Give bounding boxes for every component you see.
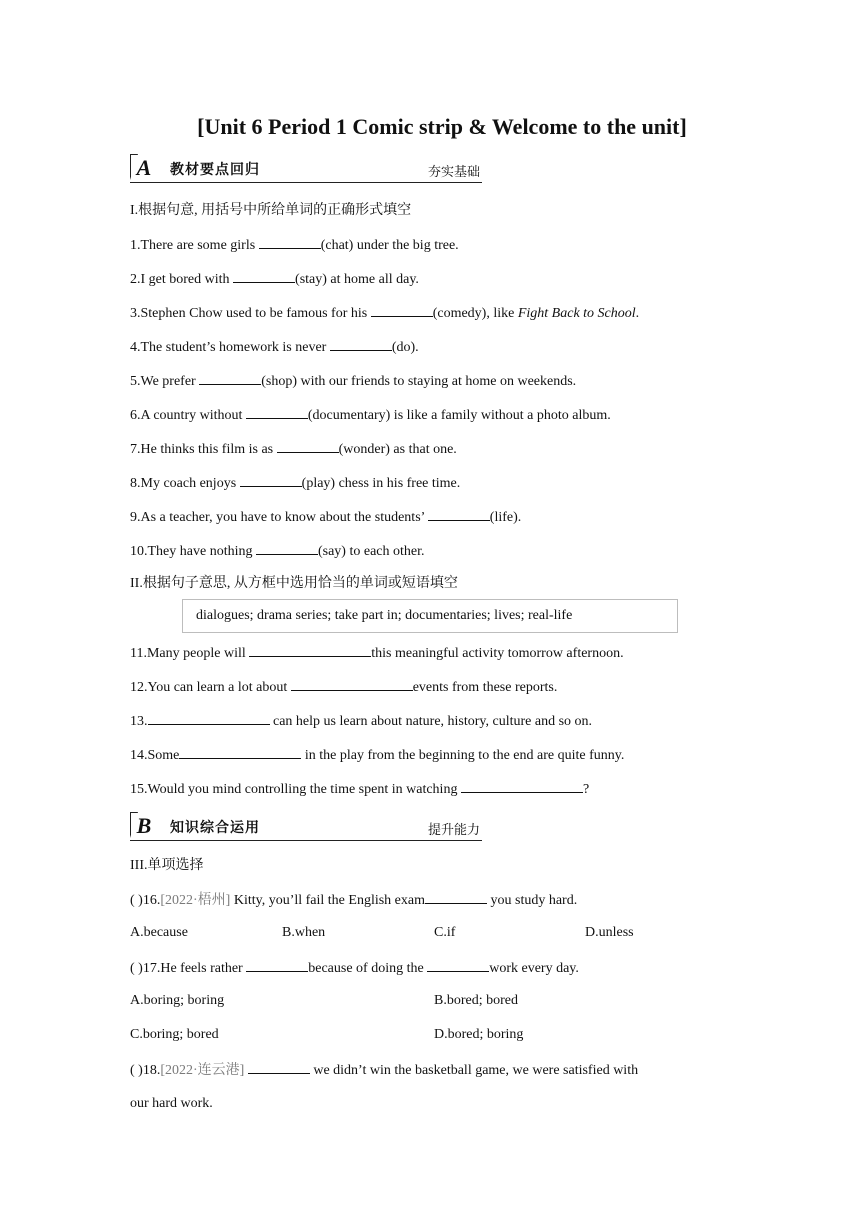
answer-paren[interactable]: ( )18. [130, 1063, 161, 1078]
section-a-badge-icon [130, 154, 158, 180]
question-18-continuation: our hard work. [130, 1096, 213, 1111]
answer-blank[interactable] [428, 508, 490, 521]
page-title: [Unit 6 Period 1 Comic strip & Welcome to the unit] [197, 114, 687, 139]
question-4: 4.The student’s homework is never (do). [130, 340, 419, 355]
answer-blank[interactable] [291, 678, 413, 691]
question-14: 14.Some in the play from the beginning to the end are quite funny. [130, 748, 625, 763]
question-8: 8.My coach enjoys (play) chess in his free time. [130, 476, 461, 491]
question-15: 15.Would you mind controlling the time spent in watching ? [130, 782, 590, 797]
svg-text:A: A [136, 155, 152, 180]
answer-blank[interactable] [256, 542, 318, 555]
question-10: 10.They have nothing (say) to each other. [130, 544, 425, 559]
answer-blank[interactable] [461, 780, 583, 793]
question-11: 11.Many people will this meaningful activity tomorrow afternoon. [130, 646, 624, 661]
q16-option-b[interactable]: B.when [282, 925, 326, 940]
answer-blank[interactable] [240, 474, 302, 487]
q16-option-c[interactable]: C.if [434, 925, 456, 940]
question-5: 5.We prefer (shop) with our friends to staying at home on weekends. [130, 374, 577, 389]
q17-option-d[interactable]: D.bored; boring [434, 1027, 524, 1042]
question-7: 7.He thinks this film is as (wonder) as that one. [130, 442, 457, 457]
film-title: Fight Back to School [517, 306, 636, 321]
answer-blank[interactable] [199, 372, 261, 385]
question-3: 3.Stephen Chow used to be famous for his (comedy), like Fight Back to School. [130, 306, 640, 321]
answer-blank[interactable] [427, 959, 489, 972]
question-16: ( )16.[2022·梧州] Kitty, you’ll fail the English exam you study hard. [130, 893, 578, 908]
question-source: [2022·梧州] [160, 893, 231, 908]
svg-text:B: B [136, 813, 152, 838]
question-1: 1.There are some girls (chat) under the big tree. [130, 238, 459, 253]
q17-option-c[interactable]: C.boring; bored [130, 1027, 219, 1042]
answer-blank[interactable] [249, 644, 371, 657]
question-13: 13. can help us learn about nature, history, culture and so on. [130, 714, 593, 729]
question-2: 2.I get bored with (stay) at home all day. [130, 272, 419, 287]
answer-blank[interactable] [148, 712, 270, 725]
word-box [182, 599, 678, 633]
question-17: ( )17.He feels rather because of doing the work every day. [130, 961, 579, 976]
question-source: [2022·连云港] [160, 1063, 245, 1078]
answer-blank[interactable] [246, 959, 308, 972]
q17-option-b[interactable]: B.bored; bored [434, 993, 518, 1008]
section-a-tag: 夯实基础 [427, 165, 480, 180]
answer-blank[interactable] [425, 891, 487, 904]
question-9: 9.As a teacher, you have to know about the students’ (life). [130, 510, 522, 525]
answer-blank[interactable] [248, 1061, 310, 1074]
section-b-tag: 提升能力 [427, 823, 480, 838]
answer-blank[interactable] [330, 338, 392, 351]
answer-blank[interactable] [259, 236, 321, 249]
part2-heading: II.根据句子意思, 从方框中选用恰当的单词或短语填空 [130, 576, 458, 591]
part3-heading: III.单项选择 [130, 858, 204, 873]
q16-option-d[interactable]: D.unless [585, 925, 634, 940]
answer-blank[interactable] [277, 440, 339, 453]
answer-blank[interactable] [246, 406, 308, 419]
word-box-text: dialogues; drama series; take part in; documentaries; lives; real-life [196, 608, 573, 623]
answer-paren[interactable]: ( )16. [130, 893, 161, 908]
question-12: 12.You can learn a lot about events from these reports. [130, 680, 558, 695]
q16-option-a[interactable]: A.because [130, 925, 188, 940]
answer-blank[interactable] [179, 746, 301, 759]
part1-heading: I.根据句意, 用括号中所给单词的正确形式填空 [130, 203, 412, 218]
question-18: ( )18.[2022·连云港] we didn’t win the basketball game, we were satisfied with [130, 1063, 639, 1078]
answer-blank[interactable] [233, 270, 295, 283]
section-b-title: 知识综合运用 [170, 820, 260, 836]
section-b-banner [130, 812, 482, 841]
answer-paren[interactable]: ( )17. [130, 961, 161, 976]
q17-option-a[interactable]: A.boring; boring [130, 993, 225, 1008]
section-b-badge-icon [130, 812, 158, 838]
question-6: 6.A country without (documentary) is like a family without a photo album. [130, 408, 611, 423]
answer-blank[interactable] [371, 304, 433, 317]
section-a-title: 教材要点回归 [170, 162, 260, 178]
section-a-banner [130, 154, 482, 183]
